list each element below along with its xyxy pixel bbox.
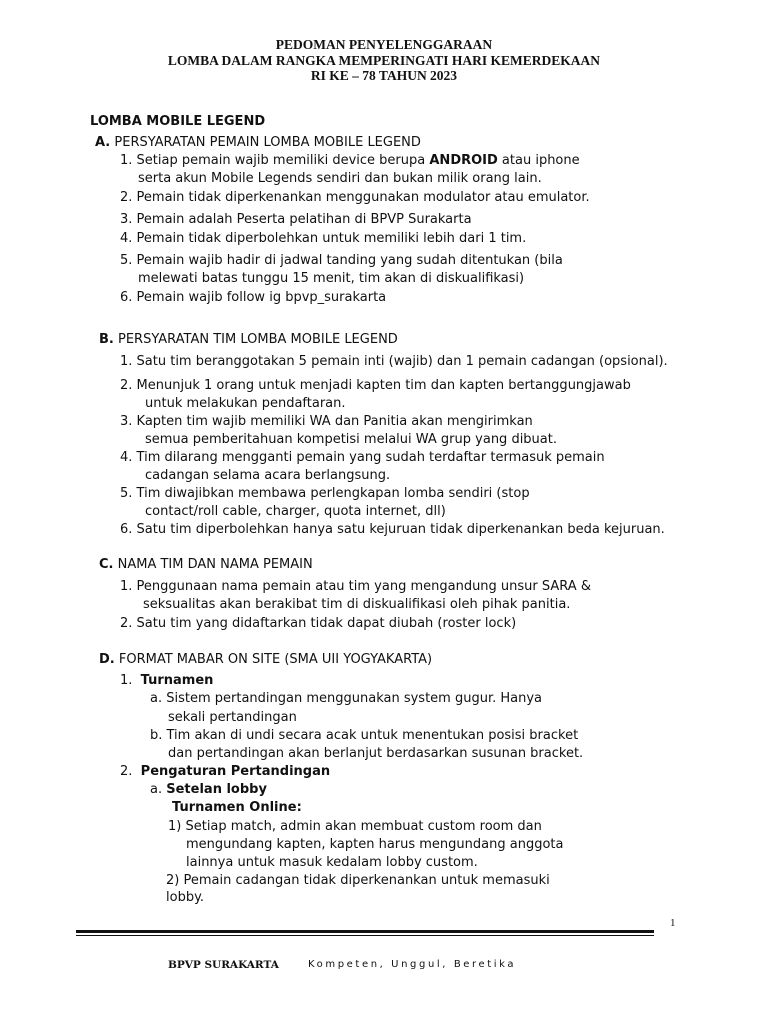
section-d-sub-1-number: 1. <box>120 673 133 688</box>
footer-divider-thin <box>76 935 654 936</box>
section-b-item-4-line-2: cadangan selama acara berlangsung. <box>145 468 391 483</box>
section-c-title: NAMA TIM DAN NAMA PEMAIN <box>117 557 313 572</box>
online-item-1-line-2: mengundang kapten, kapten harus mengundang anggota <box>186 837 564 852</box>
section-c-item-1: 1. Penggunaan nama pemain atau tim yang mengandung unsur SARA & <box>120 579 591 594</box>
online-item-1-line-3: lainnya untuk masuk kedalam lobby custom. <box>186 855 478 870</box>
section-a-letter: A. <box>95 135 111 150</box>
footer-tagline: Kompeten, Unggul, Beretika <box>308 959 517 970</box>
online-item-2-line-2: lobby. <box>166 890 205 905</box>
section-a-item-5: 5. Pemain wajib hadir di jadwal tanding yang sudah ditentukan (bila <box>120 253 563 268</box>
section-d-letter: D. <box>99 652 115 667</box>
section-a-item-1 <box>120 153 580 169</box>
section-a-item-1-line-2: serta akun Mobile Legends sendiri dan bukan milik orang lain. <box>138 171 542 186</box>
section-a-item-1-bold: ANDROID <box>429 153 498 168</box>
section-a-title: PERSYARATAN PEMAIN LOMBA MOBILE LEGEND <box>114 135 421 150</box>
document-title: LOMBA MOBILE LEGEND <box>90 114 266 129</box>
section-d-title: FORMAT MABAR ON SITE (SMA UII YOGYAKARTA) <box>118 652 433 667</box>
page-number: 1 <box>670 917 676 929</box>
section-d-sub-2 <box>120 764 330 780</box>
section-a-item-6: 6. Pemain wajib follow ig bpvp_surakarta <box>120 290 387 305</box>
section-b-item-1: 1. Satu tim beranggotakan 5 pemain inti (wajib) dan 1 pemain cadangan (opsional). <box>120 354 668 369</box>
footer-divider-thick <box>76 930 654 933</box>
header-line-1: PEDOMAN PENYELENGGARAAN <box>275 37 493 52</box>
section-c-item-1-line-2: seksualitas akan berakibat tim di diskualifikasi oleh pihak panitia. <box>143 597 571 612</box>
section-a-item-5-line-2: melewati batas tunggu 15 menit, tim akan di diskualifikasi) <box>138 271 525 286</box>
section-d-sub-1-b-line-2: dan pertandingan akan berlanjut berdasarkan susunan bracket. <box>168 746 584 761</box>
section-c-letter: C. <box>99 557 114 572</box>
header-line-2: LOMBA DALAM RANGKA MEMPERINGATI HARI KEMERDEKAAN <box>167 52 601 68</box>
section-b-letter: B. <box>99 332 114 347</box>
section-c-heading <box>99 557 313 573</box>
section-c-item-2: 2. Satu tim yang didaftarkan tidak dapat diubah (roster lock) <box>120 616 517 631</box>
section-b-title: PERSYARATAN TIM LOMBA MOBILE LEGEND <box>118 332 398 347</box>
section-b-item-3: 3. Kapten tim wajib memiliki WA dan Panitia akan mengirimkan <box>120 414 533 429</box>
section-d-sub-2-a-letter: a. <box>150 782 163 797</box>
section-d-sub-1-b: b. Tim akan di undi secara acak untuk menentukan posisi bracket <box>150 728 579 743</box>
section-d-sub-1-title: Turnamen <box>140 673 214 688</box>
section-a-item-1-text: 1. Setiap pemain wajib memiliki device berupa <box>120 153 430 168</box>
section-a-item-3: 3. Pemain adalah Peserta pelatihan di BPVP Surakarta <box>120 212 472 227</box>
section-d-heading <box>99 652 432 668</box>
section-d-sub-1-a: a. Sistem pertandingan menggunakan system gugur. Hanya <box>150 691 543 706</box>
section-b-item-3-line-2: semua pemberitahuan kompetisi melalui WA grup yang dibuat. <box>145 432 557 447</box>
section-d-sub-2-title: Pengaturan Pertandingan <box>140 764 331 779</box>
section-a-item-1-tail: atau iphone <box>497 153 580 168</box>
section-b-item-5-line-2: contact/roll cable, charger, quota internet, dll) <box>145 504 446 519</box>
section-b-item-5: 5. Tim diwajibkan membawa perlengkapan lomba sendiri (stop <box>120 486 530 501</box>
section-d-sub-1 <box>120 673 213 689</box>
footer-organization: BPVP SURAKARTA <box>168 959 279 971</box>
section-b-heading <box>99 332 398 348</box>
section-a-heading <box>95 135 421 151</box>
section-b-item-2-line-2: untuk melakukan pendaftaran. <box>145 396 346 411</box>
section-d-sub-2-a-title: Setelan lobby <box>166 782 267 797</box>
online-item-2: 2) Pemain cadangan tidak diperkenankan untuk memasuki <box>166 873 550 888</box>
section-b-item-4: 4. Tim dilarang mengganti pemain yang sudah terdaftar termasuk pemain <box>120 450 605 465</box>
section-b-item-2: 2. Menunjuk 1 orang untuk menjadi kapten tim dan kapten bertanggungjawab <box>120 378 631 393</box>
section-a-item-2: 2. Pemain tidak diperkenankan menggunakan modulator atau emulator. <box>120 190 590 205</box>
online-tournament-title: Turnamen Online: <box>172 800 302 815</box>
section-d-sub-2-a <box>150 782 267 798</box>
section-d-sub-2-number: 2. <box>120 764 133 779</box>
header-line-3: RI KE – 78 TAHUN 2023 <box>310 68 458 83</box>
section-a-item-4: 4. Pemain tidak diperbolehkan untuk memiliki lebih dari 1 tim. <box>120 231 527 246</box>
online-item-1: 1) Setiap match, admin akan membuat custom room dan <box>168 819 542 834</box>
section-b-item-6: 6. Satu tim diperbolehkan hanya satu kejuruan tidak diperkenankan beda kejuruan. <box>120 522 665 537</box>
document-header <box>0 37 768 84</box>
section-d-sub-1-a-line-2: sekali pertandingan <box>168 710 297 725</box>
